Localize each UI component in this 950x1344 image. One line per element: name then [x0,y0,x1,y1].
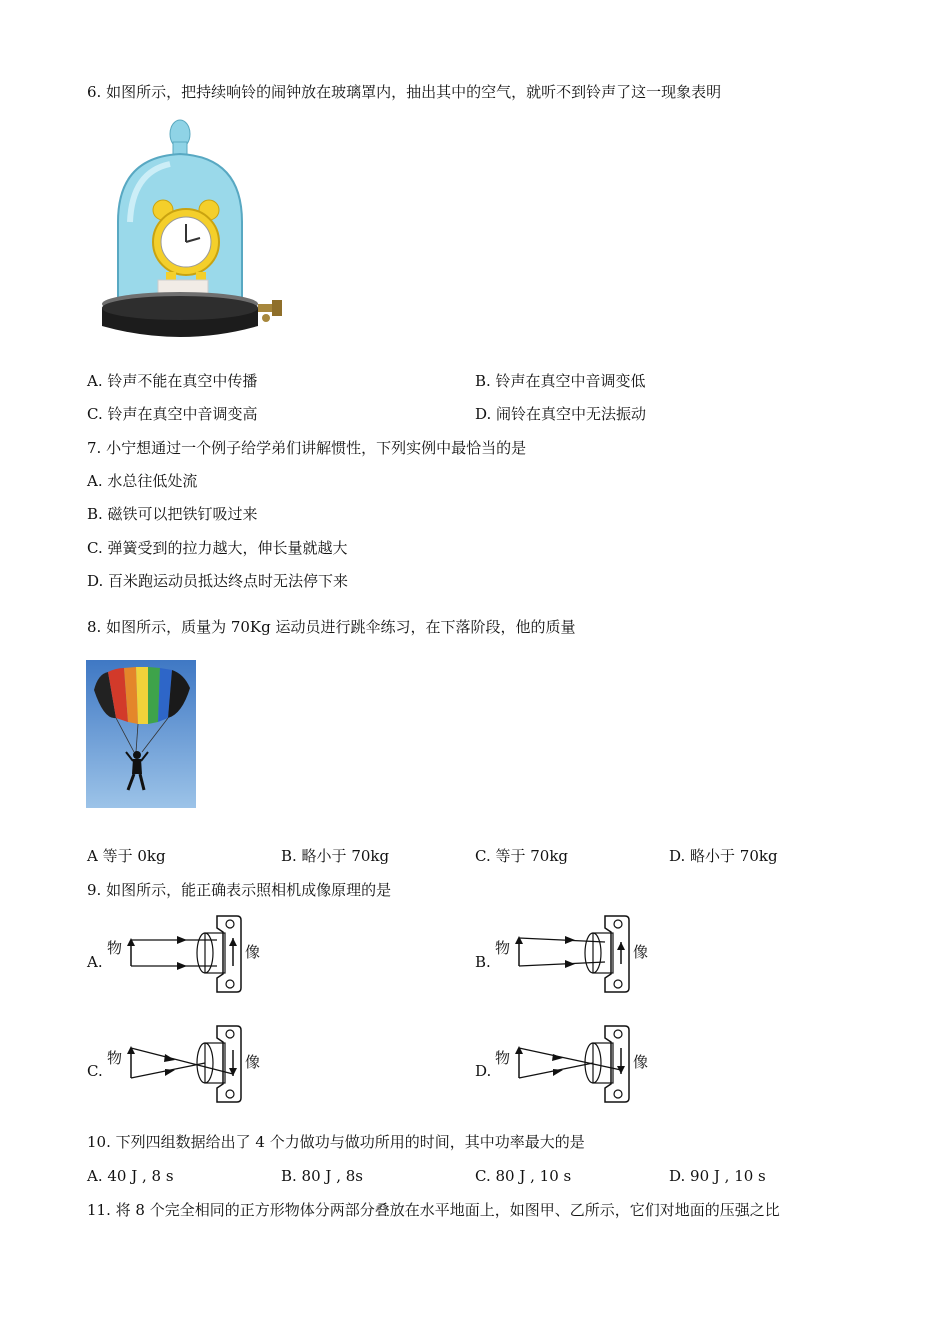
parachutist-photo [86,660,196,808]
q10-option-b: B. 80 J , 8s [281,1167,363,1185]
camera-diagram-d-drawing [493,1018,653,1108]
q9-a-object-label: 物 [107,939,123,957]
q9-a-image-label: 像 [245,943,261,961]
q7-option-d: D. 百米跑运动员抵达终点时无法停下来 [87,572,349,590]
q9-option-c-label: C. [87,1062,103,1080]
q10-stem: 10. 下列四组数据给出了 4 个力做功与做功所用的时间，其中功率最大的是 [87,1133,585,1151]
q9-d-object-label: 物 [495,1049,511,1067]
q9-option-b-label: B. [475,953,491,971]
q9-option-a-label: A. [87,953,103,971]
q9-b-image-label: 像 [633,943,649,961]
q6-option-a: A. 铃声不能在真空中传播 [87,372,258,390]
camera-diagram-b-drawing [493,908,653,998]
camera-diagram-d [493,1018,653,1108]
q6-option-d: D. 闹铃在真空中无法振动 [475,405,647,423]
q7-option-b: B. 磁铁可以把铁钉吸过来 [87,505,258,523]
q7-option-c: C. 弹簧受到的拉力越大，伸长量就越大 [87,539,348,557]
q9-b-object-label: 物 [495,939,511,957]
camera-diagram-a-drawing [105,908,265,998]
q8-option-a: A 等于 0kg [87,847,166,865]
q7-option-a: A. 水总往低处流 [87,472,198,490]
camera-diagram-a [105,908,265,998]
q9-c-image-label: 像 [245,1053,261,1071]
q10-option-a: A. 40 J , 8 s [87,1167,174,1185]
camera-diagram-c [105,1018,265,1108]
q10-option-d: D. 90 J , 10 s [669,1167,766,1185]
q9-d-image-label: 像 [633,1053,649,1071]
camera-diagram-c-drawing [105,1018,265,1108]
bell-jar-alarm-clock-figure [100,112,290,346]
q8-option-b: B. 略小于 70kg [281,847,390,865]
q9-stem: 9. 如图所示，能正确表示照相机成像原理的是 [87,881,392,899]
q8-stem: 8. 如图所示，质量为 70Kg 运动员进行跳伞练习，在下落阶段，他的质量 [87,618,576,636]
q9-option-d-label: D. [475,1062,492,1080]
q11-stem: 11. 将 8 个完全相同的正方形物体分两部分叠放在水平地面上，如图甲、乙所示，它们对地面的压强之比 [87,1201,780,1219]
q6-option-c: C. 铃声在真空中音调变高 [87,405,258,423]
q7-stem: 7. 小宁想通过一个例子给学弟们讲解惯性，下列实例中最恰当的是 [87,439,527,457]
q6-option-b: B. 铃声在真空中音调变低 [475,372,646,390]
q8-option-c: C. 等于 70kg [475,847,569,865]
q8-option-d: D. 略小于 70kg [669,847,778,865]
q9-c-object-label: 物 [107,1049,123,1067]
q6-stem: 6. 如图所示，把持续响铃的闹钟放在玻璃罩内，抽出其中的空气，就听不到铃声了这一现象表明 [87,83,722,101]
camera-diagram-b [493,908,653,998]
q10-option-c: C. 80 J , 10 s [475,1167,572,1185]
